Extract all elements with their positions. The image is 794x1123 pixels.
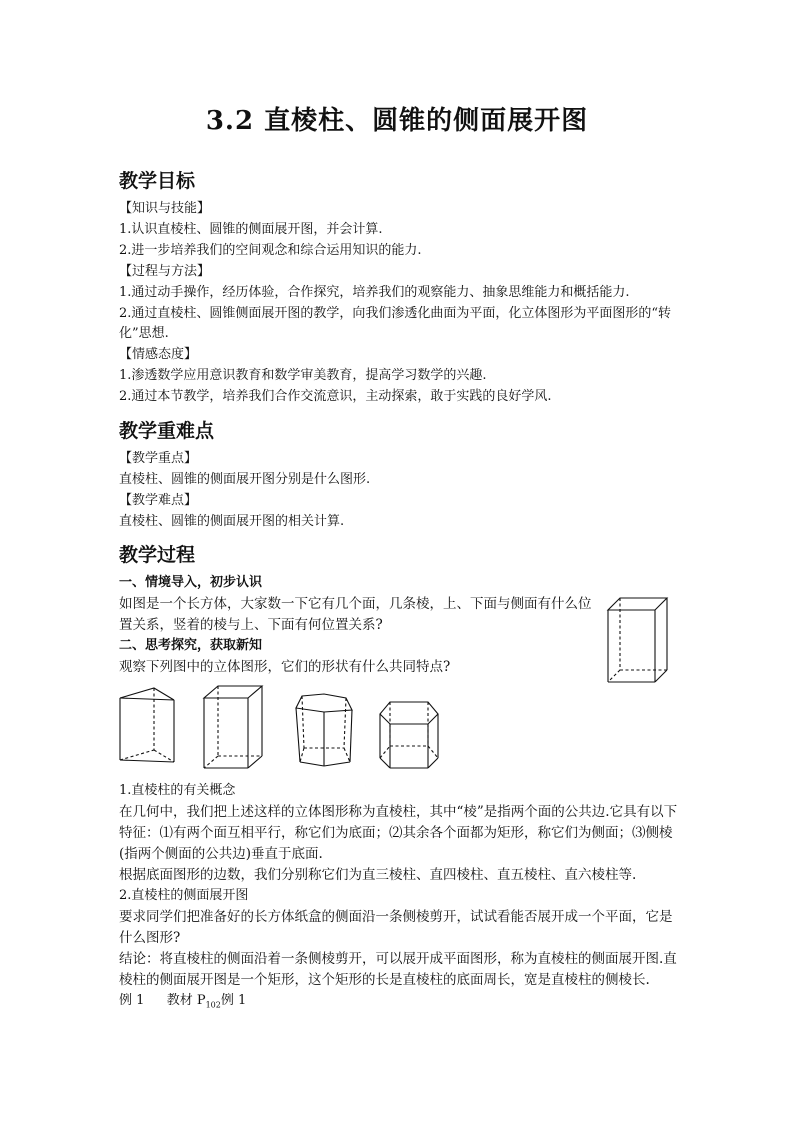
focus-text: 直棱柱、圆锥的侧面展开图分别是什么图形. — [119, 472, 371, 487]
emotion-item: 1.渗透数学应用意识教育和数学审美教育，提高学习数学的兴趣. — [119, 368, 487, 383]
knowledge-item: 1.认识直棱柱、圆锥的侧面展开图，并会计算. — [119, 222, 383, 237]
example-ref-prefix: 教材 P — [166, 993, 206, 1008]
unfold-title: 2.直棱柱的侧面展开图 — [119, 888, 249, 903]
section-heading-process: 教学过程 — [119, 544, 196, 566]
cuboid-figure — [600, 592, 680, 688]
pentagonal-prism-figure — [290, 690, 358, 772]
part2-text: 观察下列图中的立体图形，它们的形状有什么共同特点? — [119, 659, 451, 675]
quadrangular-prism-figure — [198, 682, 270, 774]
example-line — [119, 991, 246, 1016]
focus-label: 【教学重点】 — [119, 451, 198, 466]
example-ref-suffix: 例 1 — [220, 993, 247, 1008]
unfold-text: 要求同学们把准备好的长方体纸盒的侧面沿一条侧棱剪开，试试看能否展开成一个平面，它是什么图形? — [119, 909, 673, 946]
knowledge-item: 2.进一步培养我们的空间观念和综合运用知识的能力. — [119, 243, 422, 258]
concept-text: 在几何中，我们把上述这样的立体图形称为直棱柱，其中“棱”是指两个面的公共边.它具有以下特征：⑴有两个面互相平行，称它们为底面；⑵其余各个面都为矩形，称它们为侧面；⑶侧棱(指两个侧面的公共边)垂直于底面. — [119, 804, 678, 862]
hexagonal-prism-figure — [374, 694, 446, 774]
section-heading-key-points: 教学重难点 — [119, 420, 215, 442]
knowledge-label: 【知识与技能】 — [119, 201, 211, 216]
naming-text: 根据底面图形的边数，我们分别称它们为直三棱柱、直四棱柱、直五棱柱、直六棱柱等. — [119, 867, 637, 883]
conclusion-text: 结论：将直棱柱的侧面沿着一条侧棱剪开，可以展开成平面图形，称为直棱柱的侧面展开图.直棱柱的侧面展开图是一个矩形，这个矩形的长是直棱柱的底面周长，宽是直棱柱的侧棱长. — [119, 951, 677, 988]
difficulty-text: 直棱柱、圆锥的侧面展开图的相关计算. — [119, 514, 345, 529]
page-title: 3.2 直棱柱、圆锥的侧面展开图 — [205, 106, 589, 136]
part1-title: 一、情境导入，初步认识 — [119, 575, 263, 590]
concept-title: 1.直棱柱的有关概念 — [119, 783, 236, 798]
part2-title: 二、思考探究，获取新知 — [119, 638, 263, 653]
emotion-label: 【情感态度】 — [119, 347, 198, 362]
process-item: 1.通过动手操作，经历体验，合作探究，培养我们的观察能力、抽象思维能力和概括能力. — [119, 285, 630, 300]
emotion-item: 2.通过本节教学，培养我们合作交流意识，主动探索，敢于实践的良好学风. — [119, 389, 552, 404]
process-label: 【过程与方法】 — [119, 264, 211, 279]
example-ref-page: 102 — [205, 1000, 221, 1010]
part1-text: 如图是一个长方体，大家数一下它有几个面，几条棱，上、下面与侧面有什么位置关系，竖着的棱与上、下面有何位置关系? — [119, 596, 592, 633]
example-label: 例 1 — [119, 993, 145, 1008]
triangular-prism-figure — [112, 684, 184, 770]
process-item: 2.通过直棱柱、圆锥侧面展开图的教学，向我们渗透化曲面为平面，化立体图形为平面图形的“转化”思想. — [119, 306, 672, 341]
difficulty-label: 【教学难点】 — [119, 493, 198, 508]
section-heading-objectives: 教学目标 — [119, 170, 196, 192]
